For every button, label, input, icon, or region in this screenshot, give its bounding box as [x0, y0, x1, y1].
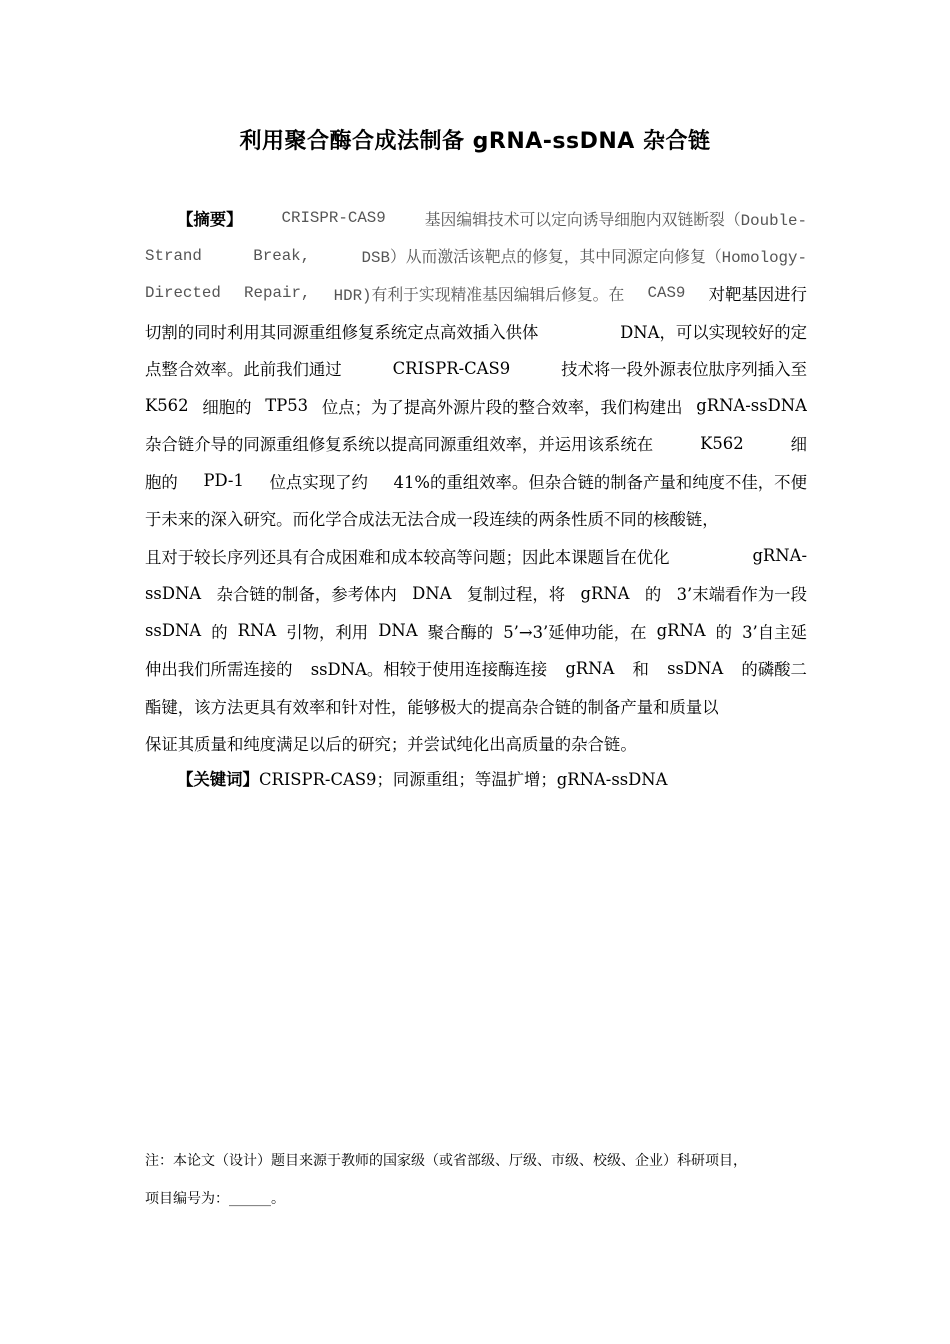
- abstract-text: HDR)有利于实现精准基因编辑后修复。在: [333, 286, 625, 305]
- keywords-line: [177, 765, 839, 791]
- abstract-text: 细: [790, 435, 807, 454]
- abstract-line: [145, 280, 807, 306]
- abstract-text: CRISPR-CAS9: [281, 209, 386, 227]
- abstract-text: Directed: [145, 284, 221, 302]
- abstract-text: 伸出我们所需连接的: [145, 660, 293, 679]
- abstract-text: 的: [715, 622, 733, 642]
- abstract-text: DNA，可以实现较好的定: [620, 322, 807, 342]
- abstract-line: [145, 468, 807, 494]
- abstract-line: [145, 430, 807, 456]
- abstract-text: 对靶基因进行: [708, 285, 807, 304]
- abstract-text: 细胞的: [202, 397, 252, 417]
- abstract-line: [145, 693, 807, 719]
- abstract-text: 切割的同时利用其同源重组修复系统定点高效插入供体: [145, 322, 539, 342]
- abstract-text: ssDNA: [667, 658, 724, 678]
- abstract-text: PD-1: [203, 471, 244, 490]
- abstract-text: 位点实现了约: [269, 472, 368, 492]
- abstract-text: 技术将一段外源表位肽序列插入至: [561, 360, 807, 379]
- abstract-text: 聚合酶的: [427, 622, 494, 642]
- abstract-text: 复制过程，将: [466, 585, 566, 604]
- keywords-text: CRISPR-CAS9；同源重组；等温扩增；gRNA-ssDNA: [258, 770, 668, 789]
- abstract-text: K562: [145, 396, 189, 415]
- abstract-line: [145, 618, 807, 644]
- abstract-text: DNA: [378, 621, 418, 640]
- abstract-label: 【摘要】: [177, 210, 243, 229]
- abstract-text: DNA: [412, 583, 452, 603]
- abstract-line: [145, 543, 807, 569]
- abstract-text: 杂合链介导的同源重组修复系统以提高同源重组效率，并运用该系统在: [145, 435, 654, 454]
- abstract-line: [177, 205, 807, 231]
- abstract-text: 3’末端看作为一段: [676, 585, 807, 604]
- abstract-text: TP53: [265, 396, 309, 415]
- abstract-text: 位点；为了提高外源片段的整合效率，我们构建出: [321, 397, 683, 417]
- abstract-line: [145, 393, 807, 419]
- footnote-line-1: 注：本论文（设计）题目来源于教师的国家级（或省部级、厅级、市级、校级、企业）科研项目，: [145, 1153, 747, 1169]
- keywords-label: 【关键词】: [177, 770, 259, 789]
- abstract-text: CAS9: [647, 284, 686, 302]
- abstract-text: K562: [700, 433, 744, 453]
- abstract-text: 杂合链的制备，参考体内: [216, 585, 397, 604]
- abstract-line: [145, 730, 807, 756]
- abstract-text: 的磷酸二: [741, 660, 807, 679]
- abstract-line: [145, 355, 807, 381]
- abstract-text: Strand: [145, 246, 202, 265]
- abstract-text: 的: [644, 585, 662, 604]
- abstract-line: [145, 655, 807, 681]
- abstract-text: 和: [632, 660, 649, 679]
- abstract-text: 且对于较长序列还具有合成困难和成本较高等问题；因此本课题旨在优化: [145, 547, 670, 567]
- abstract-text: gRNA: [656, 621, 706, 640]
- abstract-text: 胞的: [145, 472, 178, 492]
- abstract-line: [145, 243, 807, 269]
- abstract-text: ssDNA。相较于使用连接酶连接: [310, 660, 548, 679]
- abstract-text: DSB）从而激活该靶点的修复，其中同源定向修复（Homology-: [361, 249, 807, 267]
- abstract-text: gRNA: [565, 658, 615, 678]
- abstract-text: 酯键，该方法更具有效率和针对性，能够极大的提高杂合链的制备产量和质量以: [145, 697, 719, 717]
- abstract-text: 3’自主延: [742, 622, 807, 642]
- abstract-text: Break,: [253, 246, 311, 265]
- abstract-text: 点整合效率。此前我们通过: [145, 360, 342, 379]
- abstract-text: gRNA-: [752, 546, 807, 565]
- abstract-text: 5’→3’延伸功能，在: [503, 622, 647, 642]
- abstract-text: gRNA: [580, 583, 630, 603]
- abstract-text: 基因编辑技术可以定向诱导细胞内双链断裂（Double-: [424, 211, 807, 230]
- footnote-line-2: 项目编号为：______。: [145, 1191, 285, 1207]
- abstract-text: Repair,: [244, 284, 311, 302]
- abstract-text: gRNA-ssDNA: [696, 396, 807, 415]
- abstract-line: [145, 505, 807, 531]
- abstract-text: 引物，利用: [286, 622, 369, 642]
- abstract-text: 41%的重组效率。但杂合链的制备产量和纯度不佳，不便: [393, 472, 807, 492]
- document-title: 利用聚合酶合成法制备 gRNA-ssDNA 杂合链: [239, 129, 711, 154]
- abstract-text: 于未来的深入研究。而化学合成法无法合成一段连续的两条性质不同的核酸链，: [145, 510, 719, 529]
- abstract-line: [145, 580, 807, 606]
- abstract-text: 保证其质量和纯度满足以后的研究；并尝试纯化出高质量的杂合链。: [145, 735, 637, 754]
- abstract-text: ssDNA: [145, 621, 202, 640]
- abstract-text: 的: [211, 622, 228, 642]
- abstract-text: RNA: [237, 621, 277, 640]
- abstract-line: [145, 318, 807, 344]
- abstract-text: CRISPR-CAS9: [392, 358, 511, 378]
- abstract-text: ssDNA: [145, 583, 202, 603]
